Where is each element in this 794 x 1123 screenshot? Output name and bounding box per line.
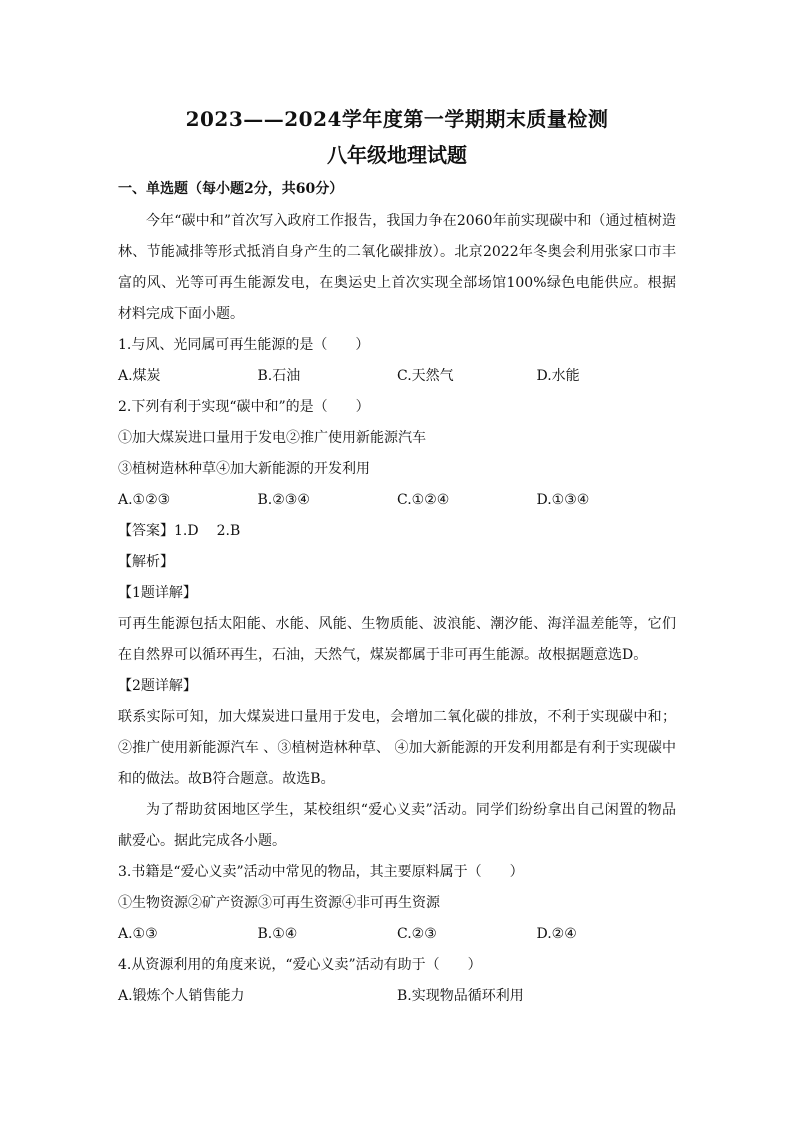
- exam-title: 2023——2024学年度第一学期期末质量检测: [185, 107, 609, 131]
- option-d: D.①③④: [536, 492, 590, 508]
- option-a: A.煤炭: [118, 368, 161, 384]
- answer-line: [118, 516, 676, 547]
- question-4-options: [118, 981, 676, 1012]
- analysis-heading: 【解析】: [118, 554, 174, 570]
- question-1-stem: 1.与风、光同属可再生能源的是（ ）: [118, 337, 370, 353]
- detail-2-heading: 【2题详解】: [118, 678, 197, 694]
- question-3-stem: 3.书籍是“爱心义卖”活动中常见的物品，其主要原料属于（ ）: [118, 864, 524, 880]
- option-b: B.石油: [257, 368, 301, 384]
- question-4-stem: 4.从资源利用的角度来说，“爱心义卖”活动有助于（ ）: [118, 957, 482, 973]
- question-2-choice-line-2: ③植树造林种草④加大新能源的开发利用: [118, 461, 370, 477]
- option-a: A.①②③: [118, 492, 171, 508]
- option-d: D.②④: [536, 926, 577, 942]
- section-heading: 一、单选题（每小题2分，共60分）: [118, 181, 344, 197]
- detail-1-heading: 【1题详解】: [118, 585, 197, 601]
- option-c: C.②③: [397, 926, 437, 942]
- option-a: A.锻炼个人销售能力: [118, 988, 245, 1004]
- exam-subtitle: 八年级地理试题: [327, 143, 467, 167]
- option-b: B.①④: [257, 926, 298, 942]
- option-c: C.天然气: [397, 368, 454, 384]
- option-c: C.①②④: [397, 492, 450, 508]
- question-3-options: [118, 919, 676, 950]
- option-b: B.②③④: [257, 492, 310, 508]
- option-b: B.实现物品循环利用: [397, 988, 524, 1004]
- detail-1-text: 可再生能源包括太阳能、水能、风能、生物质能、波浪能、潮汐能、海洋温差能等，它们在自然界可以循环再生，石油，天然气，煤炭都属于非可再生能源。故根据题意选D。: [118, 616, 676, 663]
- answer-label: 【答案】1.D: [118, 523, 199, 539]
- question-2-stem: 2.下列有利于实现“碳中和”的是（ ）: [118, 399, 370, 415]
- answer-second: 2.B: [216, 523, 241, 539]
- question-3-choice-line: ①生物资源②矿产资源③可再生资源④非可再生资源: [118, 895, 440, 911]
- question-1-options: [118, 361, 676, 392]
- option-d: D.水能: [536, 368, 580, 384]
- material-paragraph-1: 今年“碳中和”首次写入政府工作报告，我国力争在2060年前实现碳中和（通过植树造林、节能减排等形式抵消自身产生的二氧化碳排放）。北京2022年冬奥会利用张家口市丰富的风、光等可再生能源发电，在奥运史上首次实现全部场馆100%绿色电能供应。根据材料完成下面小题。: [118, 213, 676, 322]
- detail-2-text: 联系实际可知，加大煤炭进口量用于发电，会增加二氧化碳的排放，不利于实现碳中和；②推广使用新能源汽车 、③植树造林种草、 ④加大新能源的开发利用都是有利于实现碳中和的做法。故B符合题意。故选B。: [118, 709, 676, 787]
- material-paragraph-2: 为了帮助贫困地区学生，某校组织“爱心义卖”活动。同学们纷纷拿出自己闲置的物品献爱心。据此完成各小题。: [118, 802, 676, 849]
- question-2-choice-line-1: ①加大煤炭进口量用于发电②推广使用新能源汽车: [118, 430, 426, 446]
- question-2-options: [118, 485, 676, 516]
- option-a: A.①③: [118, 926, 158, 942]
